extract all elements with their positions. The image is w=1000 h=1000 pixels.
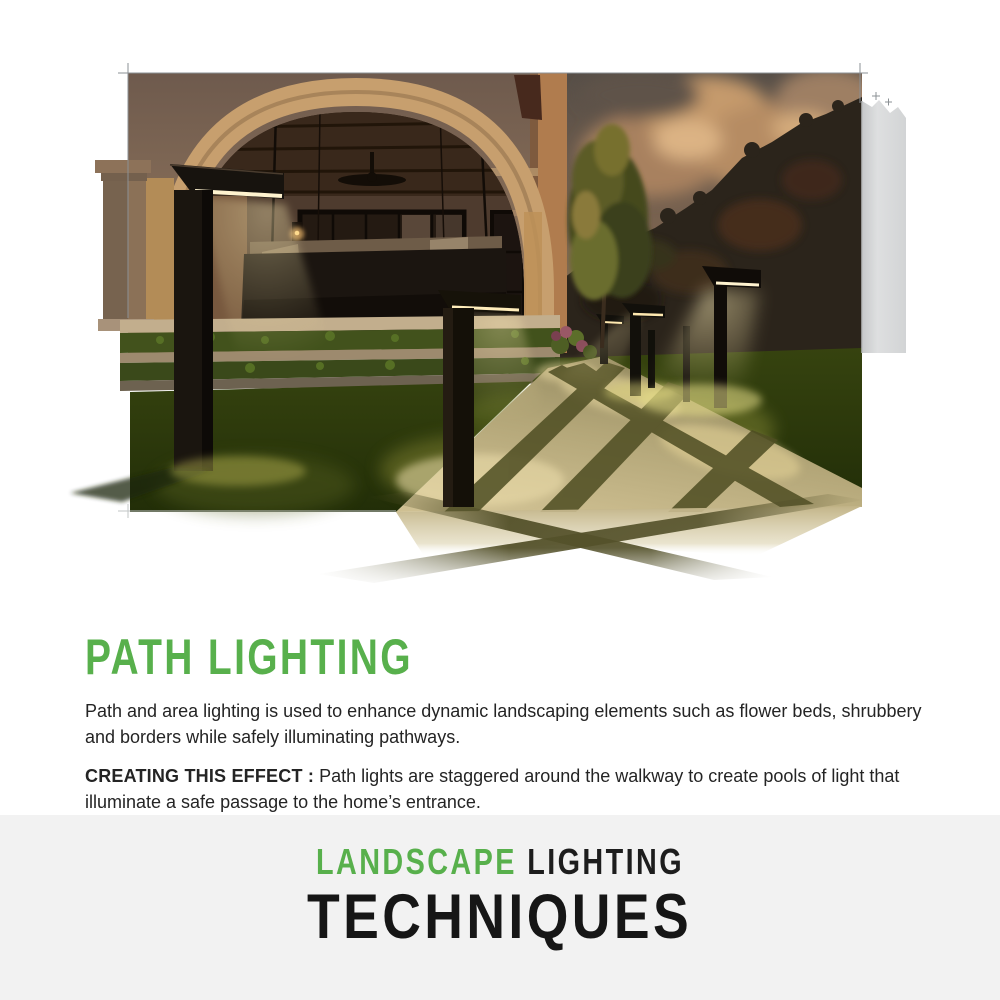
effect-label: CREATING THIS EFFECT : [85, 766, 315, 786]
section-heading: PATH LIGHTING [85, 629, 413, 685]
footer-banner [0, 815, 1000, 1000]
page-edge-fold [862, 100, 906, 353]
section-paragraph-2 [85, 763, 937, 815]
footer-title-techniques: TECHNIQUES [307, 882, 693, 952]
footer-title-landscape: LANDSCAPE [315, 841, 517, 882]
footer-title-line [315, 841, 684, 882]
arch-pier [95, 160, 174, 331]
footer-title-lighting: LIGHTING [516, 841, 684, 882]
section-paragraph-1: Path and area lighting is used to enhance dynamic landscaping elements such as flower beds, shrubbery and borders while safely illuminating pathways. [85, 701, 922, 747]
text-section [85, 629, 937, 815]
effect-text: Path lights are staggered around the walkway to create pools of light that illuminate a safe passage to the home’s entrance. [85, 766, 900, 812]
